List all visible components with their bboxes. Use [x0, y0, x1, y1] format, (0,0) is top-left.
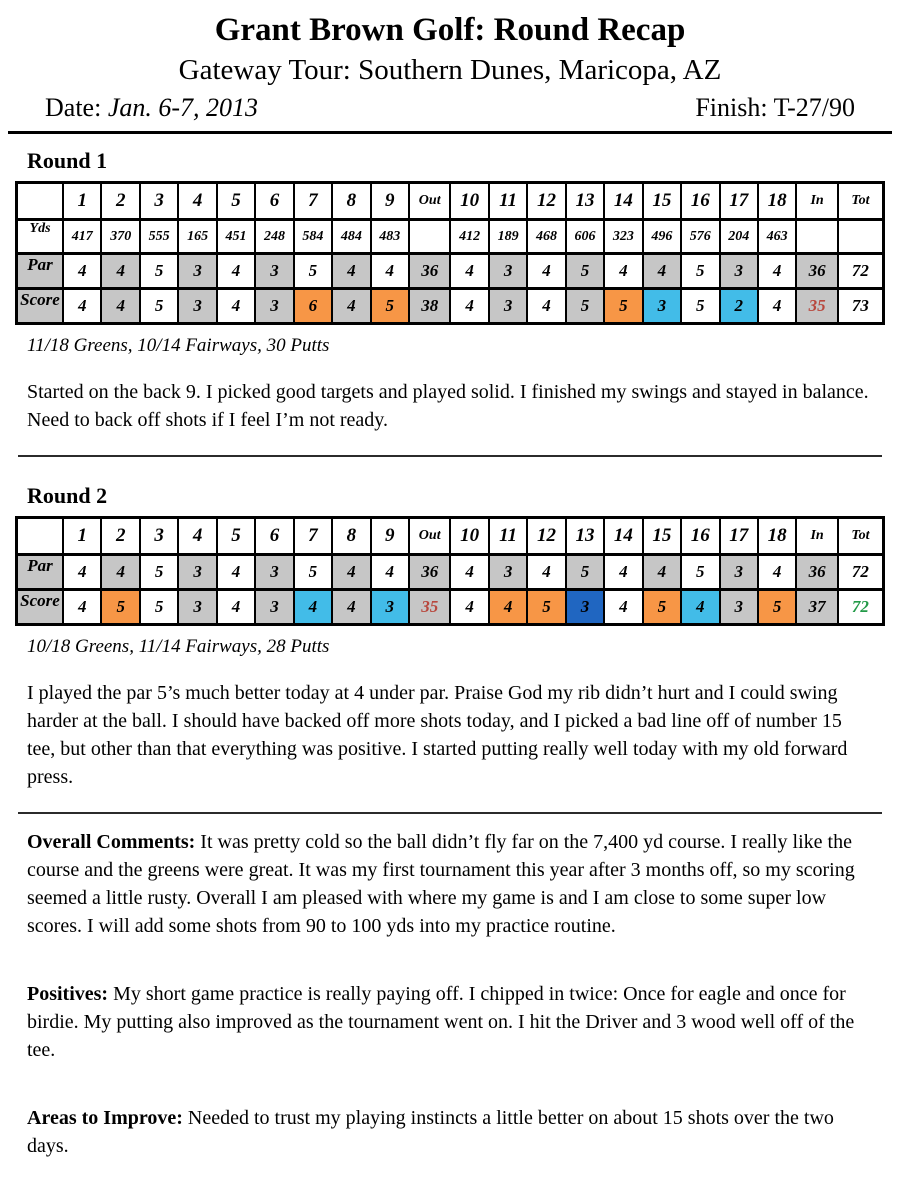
- cell-par-2: 4: [101, 555, 139, 590]
- round-2-scorecard: [15, 516, 885, 626]
- cell-score-1: 4: [63, 590, 101, 625]
- cell-score-6: 3: [255, 289, 293, 324]
- finish-label: Finish:: [695, 93, 768, 122]
- cell-yds-3: 555: [140, 220, 178, 254]
- col-header-12: 12: [527, 183, 565, 220]
- cell-par-5: 4: [217, 254, 255, 289]
- cell-score-10: 4: [450, 590, 488, 625]
- col-header-16: 16: [681, 518, 719, 555]
- cell-par-10: 4: [450, 555, 488, 590]
- cell-par-12: 4: [527, 555, 565, 590]
- finish-value: T-27/90: [773, 93, 855, 122]
- round-2-section: [0, 483, 900, 791]
- cell-yds-8: 484: [332, 220, 370, 254]
- cell-par-14: 4: [604, 555, 642, 590]
- col-header-4: 4: [178, 518, 216, 555]
- positives-label: Positives:: [27, 983, 109, 1005]
- page-title: Grant Brown Golf: Round Recap: [214, 12, 686, 48]
- cell-par-3: 5: [140, 254, 178, 289]
- finish-line: [695, 93, 855, 123]
- col-header-17: 17: [720, 518, 758, 555]
- col-header-12: 12: [527, 518, 565, 555]
- cell-score-18: 5: [758, 590, 796, 625]
- col-header-10: 10: [450, 183, 488, 220]
- col-header-1: 1: [63, 183, 101, 220]
- cell-score-17: 2: [720, 289, 758, 324]
- overall-comments-text: It was pretty cold so the ball didn’t fly far on the 7,400 yd course. I really like the course and the greens were great. It was my first tournament this year after 3 months off, so my scoring seemed a little rusty. Overall I am pleased with where my game is and I am close to some super low scores. I will add some shots from 90 to 100 yds into my practice routine.: [27, 831, 855, 937]
- col-header-8: 8: [332, 183, 370, 220]
- cell-score-8: 4: [332, 590, 370, 625]
- cell-par-16: 5: [681, 254, 719, 289]
- cell-score-tot: 73: [838, 289, 884, 324]
- cell-yds-13: 606: [566, 220, 604, 254]
- row-label-par: Par: [17, 254, 64, 289]
- cell-par-7: 5: [294, 254, 332, 289]
- cell-par-1: 4: [63, 254, 101, 289]
- cell-yds-4: 165: [178, 220, 216, 254]
- cell-score-out: 38: [409, 289, 450, 324]
- cell-score-16: 4: [681, 590, 719, 625]
- col-header-3: 3: [140, 518, 178, 555]
- cell-yds-out: [409, 220, 450, 254]
- cell-yds-11: 189: [489, 220, 527, 254]
- cell-par-13: 5: [566, 555, 604, 590]
- cell-yds-10: 412: [450, 220, 488, 254]
- cell-yds-7: 584: [294, 220, 332, 254]
- cell-score-tot: 72: [838, 590, 884, 625]
- cell-score-11: 4: [489, 590, 527, 625]
- date-line: [45, 93, 258, 123]
- cell-score-5: 4: [217, 289, 255, 324]
- cell-par-11: 3: [489, 555, 527, 590]
- round-1-section: [0, 148, 900, 434]
- cell-par-8: 4: [332, 555, 370, 590]
- cell-par-in: 36: [796, 254, 837, 289]
- cell-score-15: 5: [643, 590, 681, 625]
- date-label: Date:: [45, 93, 102, 122]
- cell-par-6: 3: [255, 254, 293, 289]
- cell-par-2: 4: [101, 254, 139, 289]
- cell-score-9: 3: [371, 590, 409, 625]
- row-label-par: Par: [17, 555, 64, 590]
- cell-par-out: 36: [409, 254, 450, 289]
- cell-par-9: 4: [371, 254, 409, 289]
- cell-par-11: 3: [489, 254, 527, 289]
- round-1-heading: Round 1: [27, 148, 108, 173]
- round-2-comment: I played the par 5’s much better today at 4 under par. Praise God my rib didn’t hurt and I could swing harder at the ball. I should have backed off more shots today, and I picked a bad line off of number 15 tee, but other than that everything was positive. I started putting really well today with my old forward press.: [27, 682, 848, 788]
- cell-score-13: 3: [566, 590, 604, 625]
- col-header-9: 9: [371, 518, 409, 555]
- cell-score-12: 4: [527, 289, 565, 324]
- cell-par-12: 4: [527, 254, 565, 289]
- meta-row: [45, 93, 855, 123]
- areas-to-improve-label: Areas to Improve:: [27, 1107, 183, 1129]
- cell-yds-18: 463: [758, 220, 796, 254]
- cell-score-10: 4: [450, 289, 488, 324]
- cell-par-10: 4: [450, 254, 488, 289]
- round-1-stats-line: 11/18 Greens, 10/14 Fairways, 30 Putts: [27, 335, 330, 356]
- cell-score-12: 5: [527, 590, 565, 625]
- cell-score-out: 35: [409, 590, 450, 625]
- corner-cell: [17, 183, 64, 220]
- col-header-5: 5: [217, 518, 255, 555]
- cell-score-7: 6: [294, 289, 332, 324]
- col-header-15: 15: [643, 183, 681, 220]
- positives-paragraph: [27, 980, 873, 1064]
- col-header-7: 7: [294, 183, 332, 220]
- corner-cell: [17, 518, 64, 555]
- cell-yds-14: 323: [604, 220, 642, 254]
- cell-yds-17: 204: [720, 220, 758, 254]
- cell-yds-5: 451: [217, 220, 255, 254]
- round-1-comment: Started on the back 9. I picked good targets and played solid. I finished my swings and stayed in balance. Need to back off shots if I feel I’m not ready.: [27, 381, 869, 431]
- areas-to-improve-text: Needed to trust my playing instincts a little better on about 15 shots over the two days.: [27, 1107, 834, 1157]
- cell-score-13: 5: [566, 289, 604, 324]
- cell-par-17: 3: [720, 254, 758, 289]
- col-header-in: In: [796, 183, 837, 220]
- cell-score-11: 3: [489, 289, 527, 324]
- col-header-9: 9: [371, 183, 409, 220]
- round-2-heading: Round 2: [27, 483, 108, 508]
- cell-par-1: 4: [63, 555, 101, 590]
- cell-score-17: 3: [720, 590, 758, 625]
- cell-score-14: 5: [604, 289, 642, 324]
- col-header-in: In: [796, 518, 837, 555]
- cell-yds-1: 417: [63, 220, 101, 254]
- row-label-yds: Yds: [17, 220, 64, 254]
- cell-score-18: 4: [758, 289, 796, 324]
- col-header-6: 6: [255, 183, 293, 220]
- cell-score-8: 4: [332, 289, 370, 324]
- col-header-7: 7: [294, 518, 332, 555]
- cell-score-5: 4: [217, 590, 255, 625]
- col-header-out: Out: [409, 183, 450, 220]
- cell-par-tot: 72: [838, 254, 884, 289]
- col-header-17: 17: [720, 183, 758, 220]
- col-header-14: 14: [604, 183, 642, 220]
- document-header: [0, 12, 900, 134]
- col-header-16: 16: [681, 183, 719, 220]
- cell-yds-15: 496: [643, 220, 681, 254]
- row-label-score: Score: [17, 590, 64, 625]
- cell-score-4: 3: [178, 289, 216, 324]
- positives-text: My short game practice is really paying off. I chipped in twice: Once for eagle and once for birdie. My putting also improved as the tournament went on. I hit the Driver and 3 wood well off of the tee.: [27, 983, 855, 1061]
- cell-par-15: 4: [643, 254, 681, 289]
- cell-par-15: 4: [643, 555, 681, 590]
- cell-par-3: 5: [140, 555, 178, 590]
- cell-yds-tot: [838, 220, 884, 254]
- overall-comments-label: Overall Comments:: [27, 831, 196, 853]
- cell-yds-in: [796, 220, 837, 254]
- section-divider-1: [18, 455, 882, 457]
- cell-yds-9: 483: [371, 220, 409, 254]
- cell-score-in: 35: [796, 289, 837, 324]
- col-header-5: 5: [217, 183, 255, 220]
- col-header-11: 11: [489, 183, 527, 220]
- cell-par-in: 36: [796, 555, 837, 590]
- cell-score-9: 5: [371, 289, 409, 324]
- cell-yds-2: 370: [101, 220, 139, 254]
- cell-par-9: 4: [371, 555, 409, 590]
- col-header-out: Out: [409, 518, 450, 555]
- cell-par-16: 5: [681, 555, 719, 590]
- cell-yds-12: 468: [527, 220, 565, 254]
- cell-par-18: 4: [758, 254, 796, 289]
- col-header-18: 18: [758, 183, 796, 220]
- round-recap-document: [0, 12, 900, 1181]
- cell-par-4: 3: [178, 555, 216, 590]
- cell-score-in: 37: [796, 590, 837, 625]
- cell-par-13: 5: [566, 254, 604, 289]
- col-header-2: 2: [101, 518, 139, 555]
- col-header-11: 11: [489, 518, 527, 555]
- col-header-4: 4: [178, 183, 216, 220]
- section-divider-2: [18, 812, 882, 814]
- col-header-10: 10: [450, 518, 488, 555]
- cell-par-out: 36: [409, 555, 450, 590]
- col-header-13: 13: [566, 183, 604, 220]
- cell-score-16: 5: [681, 289, 719, 324]
- col-header-1: 1: [63, 518, 101, 555]
- header-divider: [8, 131, 892, 134]
- col-header-2: 2: [101, 183, 139, 220]
- cell-score-3: 5: [140, 289, 178, 324]
- cell-par-14: 4: [604, 254, 642, 289]
- areas-to-improve-paragraph: [27, 1104, 873, 1160]
- col-header-6: 6: [255, 518, 293, 555]
- cell-score-2: 4: [101, 289, 139, 324]
- col-header-tot: Tot: [838, 518, 884, 555]
- cell-par-18: 4: [758, 555, 796, 590]
- cell-par-8: 4: [332, 254, 370, 289]
- col-header-13: 13: [566, 518, 604, 555]
- overall-comments-paragraph: [27, 828, 873, 940]
- row-label-score: Score: [17, 289, 64, 324]
- round-2-stats-line: 10/18 Greens, 11/14 Fairways, 28 Putts: [27, 636, 330, 657]
- col-header-8: 8: [332, 518, 370, 555]
- col-header-15: 15: [643, 518, 681, 555]
- cell-score-2: 5: [101, 590, 139, 625]
- col-header-tot: Tot: [838, 183, 884, 220]
- cell-score-14: 4: [604, 590, 642, 625]
- cell-yds-16: 576: [681, 220, 719, 254]
- cell-yds-6: 248: [255, 220, 293, 254]
- page-subtitle: Gateway Tour: Southern Dunes, Maricopa, AZ: [178, 54, 722, 86]
- cell-score-3: 5: [140, 590, 178, 625]
- cell-score-7: 4: [294, 590, 332, 625]
- col-header-14: 14: [604, 518, 642, 555]
- col-header-3: 3: [140, 183, 178, 220]
- cell-score-4: 3: [178, 590, 216, 625]
- cell-score-6: 3: [255, 590, 293, 625]
- col-header-18: 18: [758, 518, 796, 555]
- cell-par-5: 4: [217, 555, 255, 590]
- round-1-scorecard: [15, 181, 885, 325]
- cell-par-7: 5: [294, 555, 332, 590]
- cell-score-15: 3: [643, 289, 681, 324]
- cell-par-tot: 72: [838, 555, 884, 590]
- cell-par-17: 3: [720, 555, 758, 590]
- date-value: Jan. 6-7, 2013: [107, 93, 259, 122]
- cell-par-4: 3: [178, 254, 216, 289]
- cell-score-1: 4: [63, 289, 101, 324]
- cell-par-6: 3: [255, 555, 293, 590]
